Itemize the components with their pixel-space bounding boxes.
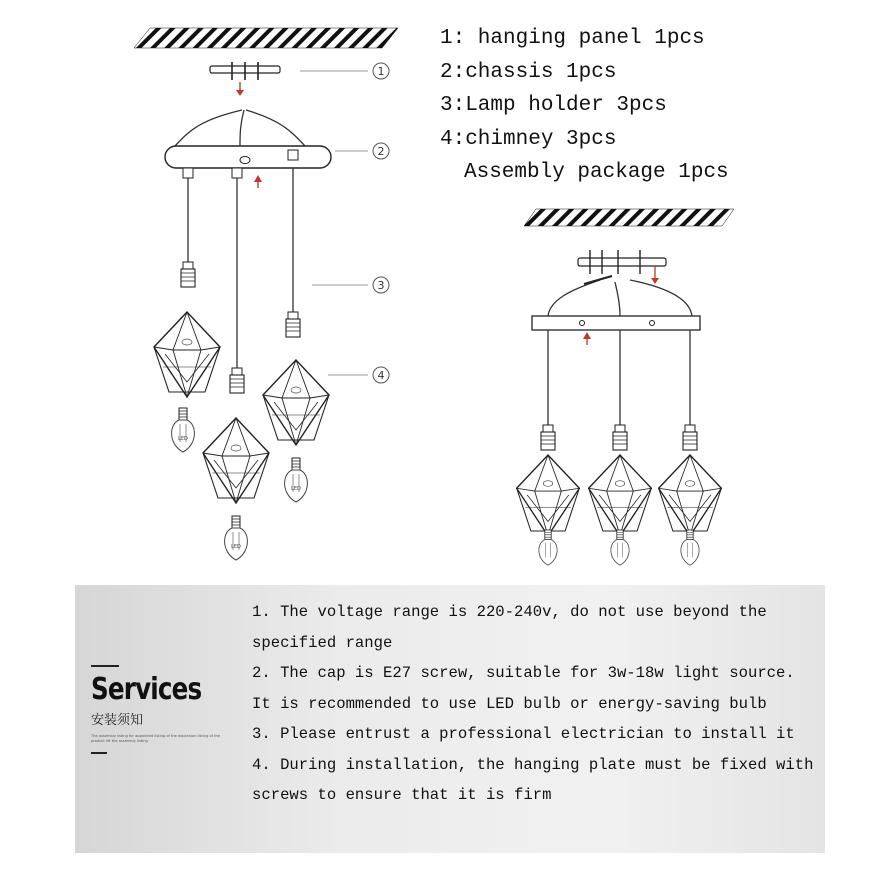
services-fine-print: The assembly listing for appointed listing of the expansion listing of the product lift the assembly listing [91, 734, 221, 743]
services-bottom-rule [91, 752, 107, 754]
note-line: It is recommended to use LED bulb or energy-saving bulb [252, 694, 767, 713]
chassis-left [165, 146, 331, 168]
note-line: 4. During installation, the hanging plate must be fixed with [252, 755, 814, 774]
ceiling-hatch-left [134, 28, 398, 48]
note-line: 1. The voltage range is 220-240v, do not use beyond the [252, 603, 767, 621]
note-line: screws to ensure that it is firm [252, 786, 552, 804]
part-chassis: 2:chassis 1pcs [440, 60, 617, 84]
note-line: specified range [252, 633, 393, 652]
hanging-panel-right [578, 250, 666, 274]
ceiling-hatch-right [524, 209, 734, 226]
callout-markers [373, 63, 389, 383]
part-lamp-holder: 3:Lamp holder 3pcs [440, 94, 667, 117]
parts-list [440, 22, 729, 190]
callout-3: 3 [377, 279, 385, 292]
note-line: 2. The cap is E27 screw, suitable for 3w-18w light source. [252, 664, 795, 682]
services-subtitle: 安装须知 [91, 713, 144, 728]
left-assembly [134, 28, 398, 560]
part-hanging-panel: 1: hanging panel 1pcs [440, 27, 705, 50]
part-chimney: 4:chimney 3pcs [440, 127, 617, 151]
services-top-rule [91, 665, 119, 667]
part-assembly-package: Assembly package 1pcs [464, 161, 729, 184]
callout-4: 4 [377, 369, 385, 382]
callout-1: 1 [377, 65, 385, 78]
bulb-label-1: LED [178, 436, 188, 442]
bulb-label-2: LED [291, 486, 301, 492]
services-title: Services [91, 672, 202, 707]
right-assembly [517, 209, 734, 565]
services-heading-block [91, 665, 241, 754]
chassis-right [532, 316, 700, 330]
installation-notes [252, 597, 832, 811]
hanging-panel-left [210, 62, 280, 80]
callout-lines [300, 71, 368, 375]
bulb-label-3: LED [231, 544, 241, 550]
services-panel [75, 585, 825, 853]
note-line: 3. Please entrust a professional electrician to install it [252, 725, 795, 743]
callout-2: 2 [377, 145, 385, 158]
